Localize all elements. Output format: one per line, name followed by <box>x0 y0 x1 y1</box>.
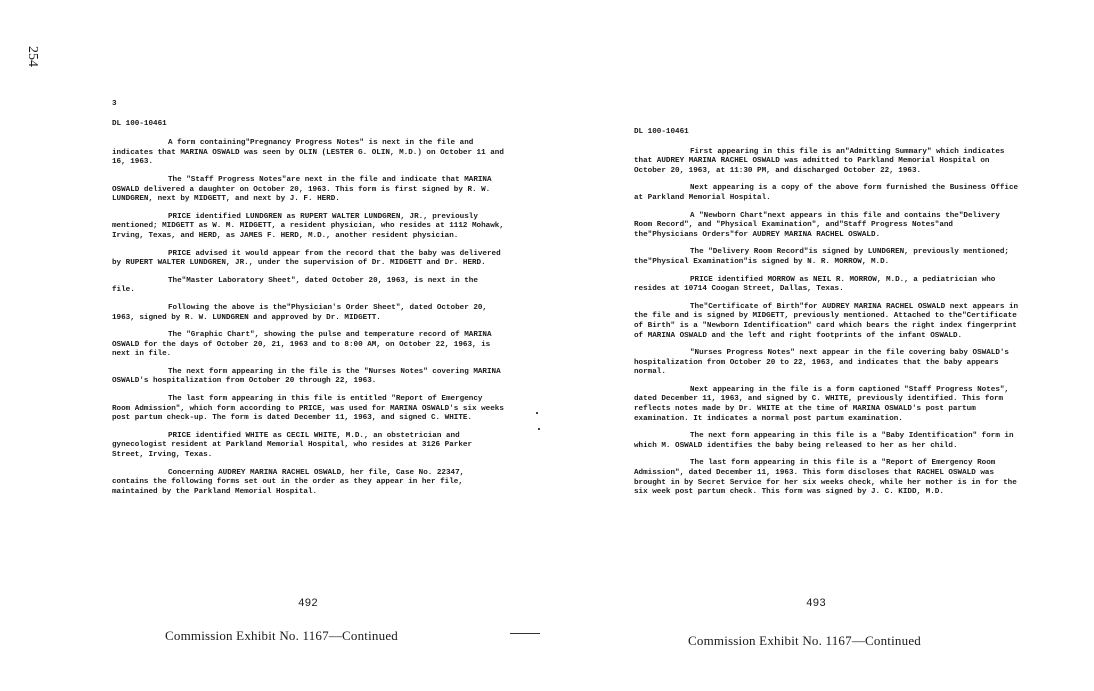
paragraph: Next appearing in the file is a form captioned "Staff Progress Notes", dated December 11, 1963, and signed by C. WHITE, previously identified. This form reflects notes made by Dr. WHITE at the time of MARINA OSWALD's post partum examination. It indicates a normal post partum examination. <box>634 385 1009 423</box>
right-exhibit-caption: Commission Exhibit No. 1167—Continued <box>688 633 921 648</box>
file-number: DL 100-10461 <box>112 119 167 128</box>
scan-speck <box>538 428 540 430</box>
right-page-number: 493 <box>806 598 826 610</box>
paragraph: Concerning AUDREY MARINA RACHEL OSWALD, her file, Case No. 22347, contains the following forms set out in the order as they appear in her file, maintained by the Parkland Memorial Hospital. <box>112 468 465 496</box>
paragraph: PRICE advised it would appear from the record that the baby was delivered by RUPERT WALTER LUNDGREN, JR., under the supervision of Dr. MIDGETT and Dr. HERD. <box>112 249 501 268</box>
center-dash-mark <box>510 633 540 634</box>
paragraph: The last form appearing in this file is entitled "Report of Emergency Room Admission", which form according to PRICE, was used for MARINA OSWALD's six weeks post partum check-up. The form is dated December 11, 1963, and signed C. WHITE. <box>112 395 504 423</box>
page-marker: 3 <box>112 100 117 108</box>
file-number: DL 100-10461 <box>634 128 689 136</box>
paragraph: PRICE identified LUNDGREN as RUPERT WALTER LUNDGREN, JR., previously mentioned; MIDGETT as W. M. MIDGETT, a resident physician, who resides at 1112 Mohawk, Irving, Texas, and HERD, as JAMES F. HERD, M.D., another resident physician. <box>112 212 504 240</box>
left-exhibit-caption: Commission Exhibit No. 1167—Continued <box>165 628 398 643</box>
side-page-number: 254 <box>25 46 40 67</box>
paragraph: The last form appearing in this file is a "Report of Emergency Room Admission", dated December 11, 1963. This form discloses that RACHEL OSWALD was brought in by Secret Service for her six weeks check, while her mother is in for the six week post partum check. This form was signed by J. C. KIDD, M.D. <box>634 459 1017 497</box>
paragraph: First appearing in this file is an"Admitting Summary" which indicates that AUDREY MARINA RACHEL OSWALD was admitted to Parkland Memorial Hospital on October 20, 1963, at 11:30 PM, and discharged October 22, 1963. <box>634 147 1005 175</box>
paragraph: Next appearing is a copy of the above form furnished the Business Office at Parkland Memorial Hospital. <box>634 184 1019 202</box>
paragraph: PRICE identified WHITE as CECIL WHITE, M.D., an obstetrician and gynecologist resident at Parkland Memorial Hospital, who resides at 3126 Parker Street, Irving, Texas. <box>112 431 473 460</box>
paragraph: The "Staff Progress Notes"are next in the file and indicate that MARINA OSWALD delivered a daughter on October 20, 1963. This form is first signed by R. W. LUNDGREN, next by MIDGETT, and next by J. F. HERD. <box>112 175 492 204</box>
paragraph: The "Graphic Chart", showing the pulse and temperature record of MARINA OSWALD for the days of October 20, 21, 1963 and to 8:00 AM, on October 22, 1963, is next in file. <box>112 331 492 359</box>
paragraph: The"Certificate of Birth"for AUDREY MARINA RACHEL OSWALD next appears in the file and is signed by MIDGETT, previously mentioned. Attached to the"Certificate of Birth" is a "Newborn Identification" card which bears the right index fingerprint of MARINA OSWALD and the left and right footprints of the infant OSWALD. <box>634 302 1019 340</box>
left-page-number: 492 <box>298 598 318 610</box>
paragraph: "Nurses Progress Notes" next appear in the file covering baby OSWALD's hospitalization from October 20 to 22, 1963, and indicates that the baby appears normal. <box>634 349 1009 377</box>
paragraph: The next form appearing in the file is the "Nurses Notes" covering MARINA OSWALD's hospitalization from October 20 through 22, 1963. <box>112 367 501 386</box>
paragraph: PRICE identified MORROW as NEIL R. MORROW, M.D., a pediatrician who resides at 10714 Coogan Street, Dallas, Texas. <box>634 275 996 294</box>
paragraph: Following the above is the"Physician's Order Sheet", dated October 20, 1963, signed by R. W. LUNDGREN and approved by Dr. MIDGETT. <box>112 303 487 322</box>
right-page-column <box>634 128 1020 506</box>
paragraph: The next form appearing in this file is a "Baby Identification" form in which M. OSWALD identifies the baby being released to her as her child. <box>634 432 1014 450</box>
left-page-column <box>112 100 504 505</box>
paragraph: The "Delivery Room Record"is signed by LUNDGREN, previously mentioned; the"Physical Examination"is signed by N. R. MORROW, M.D. <box>634 248 1009 266</box>
paragraph: The"Master Laboratory Sheet", dated October 20, 1963, is next in the file. <box>112 276 478 295</box>
paragraph: A form containing"Pregnancy Progress Notes" is next in the file and indicates that MARINA OSWALD was seen by OLIN (LESTER G. OLIN, M.D.) on October 11 and 16, 1963. <box>112 139 504 167</box>
paragraph: A "Newborn Chart"next appears in this file and contains the"Delivery Room Record", and "Physical Examination", and"Staff Progress Notes"and the"Physicians Orders"for AUDREY MARINA RACHEL OSWALD. <box>634 211 1000 239</box>
scan-speck <box>536 412 538 414</box>
